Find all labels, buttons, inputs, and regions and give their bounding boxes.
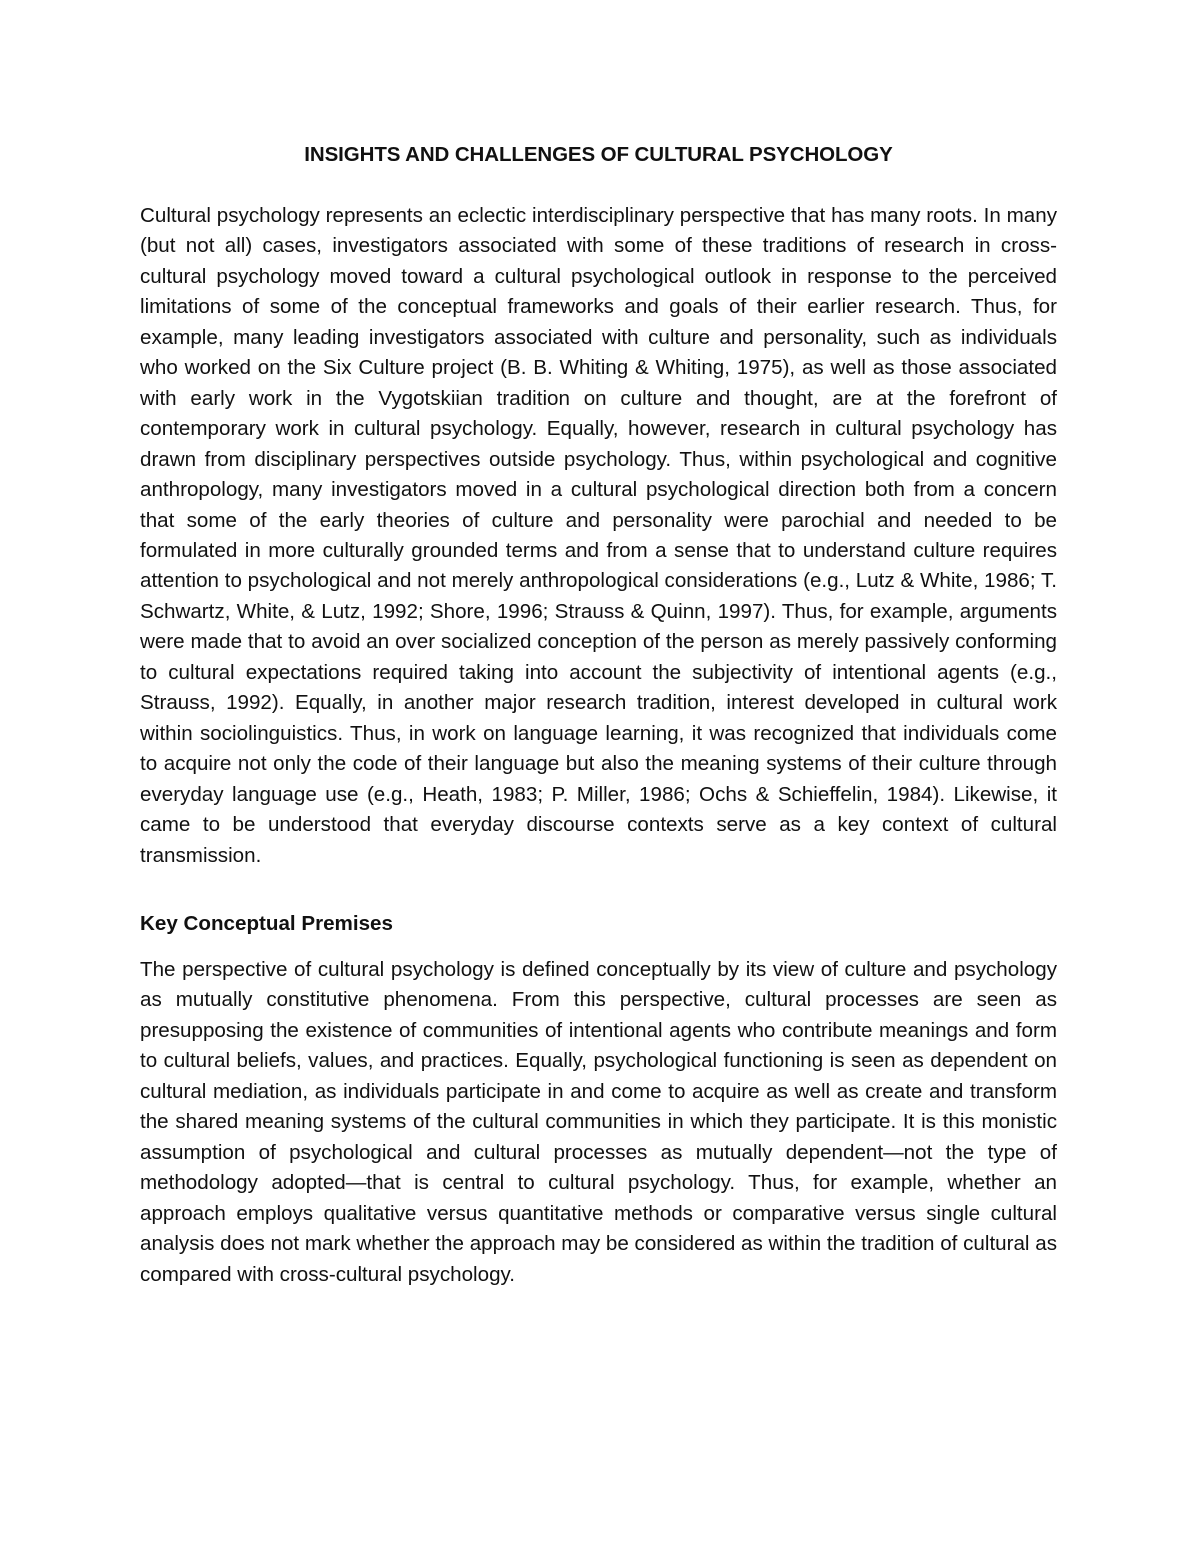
body-paragraph-1: Cultural psychology represents an eclectic interdisciplinary perspective that has many roots. In many (but not all) cases, investigators associated with some of these traditions of research in cross-cultural psychology moved toward a cultural psychological outlook in response to the perceived limitations of some of the conceptual frameworks and goals of their earlier research. Thus, for example, many leading investigators associated with culture and personality, such as individuals who worked on the Six Culture project (B. B. Whiting & Whiting, 1975), as well as those associated with early work in the Vygotskiian tradition on culture and thought, are at the forefront of contemporary work in cultural psychology. Equally, however, research in cultural psychology has drawn from disciplinary perspectives outside psychology. Thus, within psychological and cognitive anthropology, many investigators moved in a cultural psychological direction both from a concern that some of the early theories of culture and personality were parochial and needed to be formulated in more culturally grounded terms and from a sense that to understand culture requires attention to psychological and not merely anthropological considerations (e.g., Lutz & White, 1986; T. Schwartz, White, & Lutz, 1992; Shore, 1996; Strauss & Quinn, 1997). Thus, for example, arguments were made that to avoid an over socialized conception of the person as merely passively conforming to cultural expectations required taking into account the subjectivity of intentional agents (e.g., Strauss, 1992). Equally, in another major research tradition, interest developed in cultural work within sociolinguistics. Thus, in work on language learning, it was recognized that individuals come to acquire not only the code of their language but also the meaning systems of their culture through everyday language use (e.g., Heath, 1983; P. Miller, 1986; Ochs & Schieffelin, 1984). Likewise, it came to be understood that everyday discourse contexts serve as a key context of cultural transmission. (140, 204, 1057, 867)
section-heading: Key Conceptual Premises (140, 911, 393, 935)
body-paragraph-2: The perspective of cultural psychology is defined conceptually by its view of culture and psychology as mutually constitutive phenomena. From this perspective, cultural processes are seen as presupposing the existence of communities of intentional agents who contribute meanings and form to cultural beliefs, values, and practices. Equally, psychological functioning is seen as dependent on cultural mediation, as individuals participate in and come to acquire as well as create and transform the shared meaning systems of the cultural communities in which they participate. It is this monistic assumption of psychological and cultural processes as mutually dependent—not the type of methodology adopted—that is central to cultural psychology. Thus, for example, whether an approach employs qualitative versus quantitative methods or comparative versus single cultural analysis does not mark whether the approach may be considered as within the tradition of cultural as compared with cross-cultural psychology. (140, 957, 1057, 1286)
document-page (140, 140, 1057, 1290)
document-title: INSIGHTS AND CHALLENGES OF CULTURAL PSYCHOLOGY (304, 143, 893, 166)
